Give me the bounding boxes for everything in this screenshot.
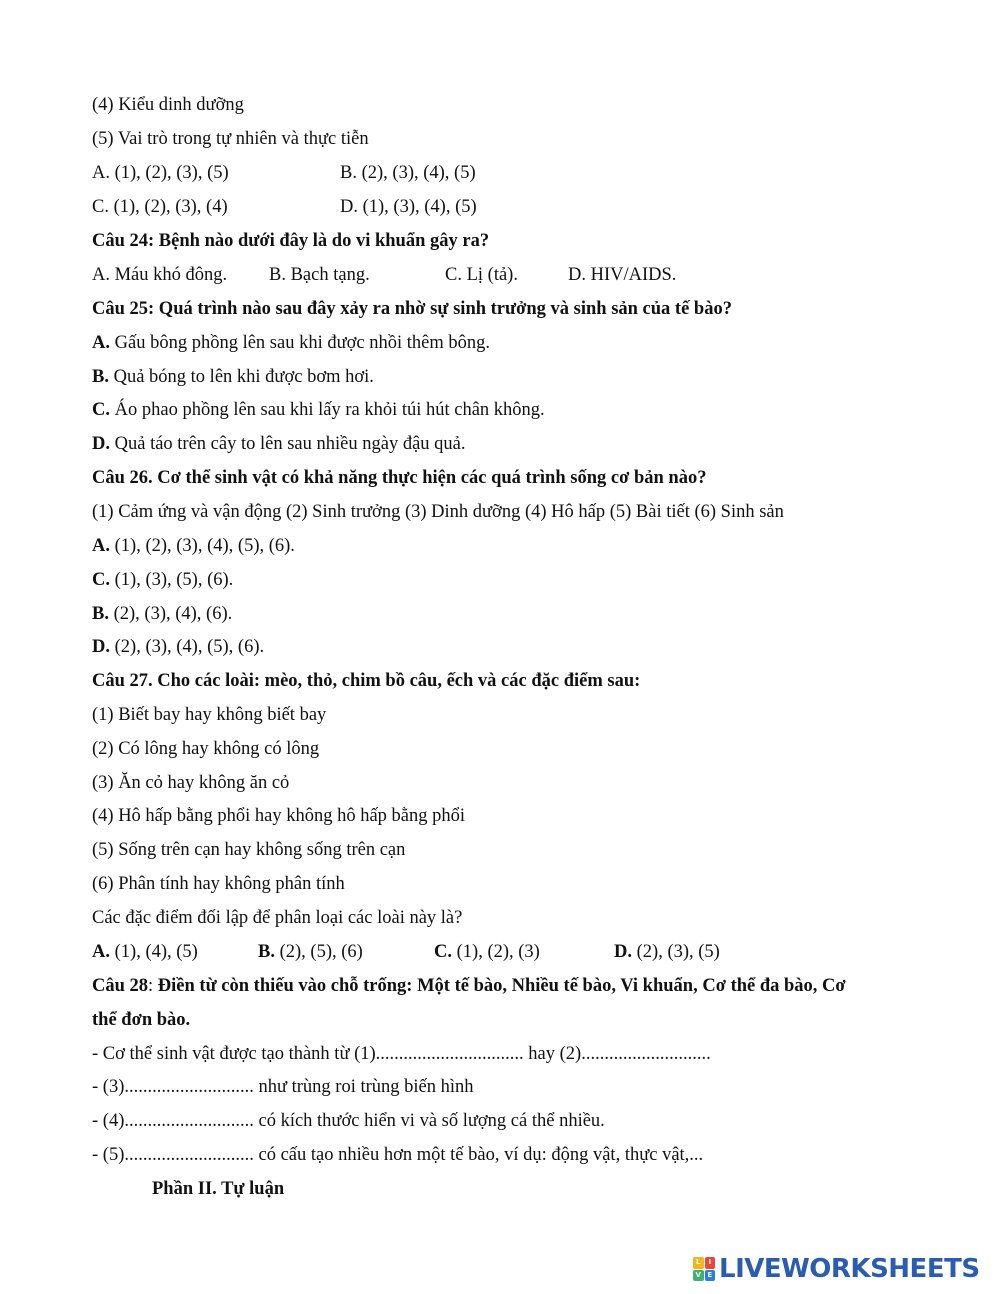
answer-b[interactable]: B. (2), (3), (4), (5): [340, 163, 476, 183]
q27-a-text: (1), (4), (5): [110, 942, 198, 962]
q27-answer-b[interactable]: [258, 941, 363, 963]
logo-badge-cell: L: [693, 1257, 704, 1269]
q26-a-text: (1), (2), (3), (4), (5), (6).: [110, 536, 295, 556]
q27-feature-3: (3) Ăn cỏ hay không ăn cỏ: [92, 773, 290, 793]
q28-colon: :: [148, 976, 158, 996]
q27-d-label: D.: [614, 942, 632, 962]
q25-d-text: Quả táo trên cây to lên sau nhiều ngày đậu quả.: [110, 434, 466, 454]
logo-badge-cell: I: [705, 1257, 716, 1269]
q25-answer-b[interactable]: [92, 366, 374, 388]
q25-c-text: Áo phao phồng lên sau khi lấy ra khỏi túi hút chân không.: [110, 400, 545, 420]
q25-answer-a[interactable]: [92, 332, 490, 354]
q27-feature-2: (2) Có lông hay không có lông: [92, 739, 320, 759]
answer-a[interactable]: A. (1), (2), (3), (5): [92, 163, 229, 183]
q26-b-text: (2), (3), (4), (6).: [108, 604, 233, 624]
q24-answer-a[interactable]: A. Máu khó đông.: [92, 265, 228, 285]
q28-sentence-4: - (5)............................ có cấu tạo nhiều hơn một tế bào, ví dụ: động vật, thực vật,...: [92, 1145, 704, 1165]
logo-text: LIVEWORKSHEETS: [719, 1254, 980, 1284]
q27-c-text: (1), (2), (3): [452, 942, 540, 962]
answer-d[interactable]: D. (1), (3), (4), (5): [340, 197, 477, 217]
q25-b-label: B.: [92, 367, 109, 387]
q26-c-text: (1), (3), (5), (6).: [110, 570, 234, 590]
answer-c[interactable]: C. (1), (2), (3), (4): [92, 197, 228, 217]
question-28-title-cont: thể đơn bào.: [92, 1010, 191, 1030]
q28-title-text: Điền từ còn thiếu vào chỗ trống: Một tế bào, Nhiều tế bào, Vi khuẩn, Cơ thể đa bào, Cơ: [157, 976, 846, 996]
q24-answer-c[interactable]: C. Lị (tả).: [445, 265, 518, 285]
q26-answer-b[interactable]: [92, 603, 232, 625]
q27-feature-5: (5) Sống trên cạn hay không sống trên cạn: [92, 840, 406, 860]
q28-sentence-2: - (3)............................ như trùng roi trùng biến hình: [92, 1077, 474, 1097]
q26-a-label: A.: [92, 536, 110, 556]
question-26-title: Câu 26. Cơ thể sinh vật có khả năng thực hiện các quá trình sống cơ bản nào?: [92, 468, 707, 488]
logo-badge-cell: V: [693, 1270, 704, 1282]
q27-c-label: C.: [434, 942, 452, 962]
option-line-4: (4) Kiểu dinh dưỡng: [92, 95, 244, 115]
q26-answer-a[interactable]: [92, 535, 295, 557]
question-24-title: Câu 24: Bệnh nào dưới đây là do vi khuẩn gây ra?: [92, 231, 490, 251]
q27-answer-c[interactable]: [434, 941, 540, 963]
q27-a-label: A.: [92, 942, 110, 962]
q27-answer-d[interactable]: [614, 941, 720, 963]
q24-answer-d[interactable]: D. HIV/AIDS.: [568, 265, 677, 285]
question-27-title: Câu 27. Cho các loài: mèo, thỏ, chim bồ câu, ếch và các đặc điểm sau:: [92, 671, 641, 691]
q28-label: Câu 28: [92, 976, 149, 996]
q27-feature-4: (4) Hô hấp bằng phổi hay không hô hấp bằng phổi: [92, 806, 466, 826]
logo-badge-icon: [693, 1257, 715, 1281]
q26-b-label: B.: [92, 604, 109, 624]
logo-badge-cell: E: [705, 1270, 716, 1282]
q27-b-label: B.: [258, 942, 275, 962]
part-2-heading: Phần II. Tự luận: [152, 1179, 285, 1199]
q25-a-text: Gấu bông phồng lên sau khi được nhồi thêm bông.: [110, 333, 490, 353]
q26-items: (1) Cảm ứng và vận động (2) Sinh trưởng (3) Dinh dưỡng (4) Hô hấp (5) Bài tiết (6) Sinh sản: [92, 502, 784, 522]
q25-d-label: D.: [92, 434, 110, 454]
q27-question: Các đặc điểm đối lập để phân loại các loài này là?: [92, 908, 463, 928]
q26-c-label: C.: [92, 570, 110, 590]
option-line-5: (5) Vai trò trong tự nhiên và thực tiễn: [92, 129, 369, 149]
q27-b-text: (2), (5), (6): [274, 942, 363, 962]
q27-d-text: (2), (3), (5): [632, 942, 720, 962]
q26-answer-c[interactable]: [92, 569, 233, 591]
question-25-title: Câu 25: Quá trình nào sau đây xảy ra nhờ sự sinh trưởng và sinh sản của tế bào?: [92, 299, 732, 319]
q27-feature-6: (6) Phân tính hay không phân tính: [92, 874, 345, 894]
q26-d-text: (2), (3), (4), (5), (6).: [110, 637, 265, 657]
q26-d-label: D.: [92, 637, 110, 657]
q27-feature-1: (1) Biết bay hay không biết bay: [92, 705, 327, 725]
q25-answer-d[interactable]: [92, 433, 466, 455]
q27-answer-a[interactable]: [92, 941, 198, 963]
q26-answer-d[interactable]: [92, 636, 264, 658]
q25-answer-c[interactable]: [92, 399, 545, 421]
q24-answer-b[interactable]: B. Bạch tạng.: [269, 265, 370, 285]
q25-b-text: Quả bóng to lên khi được bơm hơi.: [108, 367, 374, 387]
q25-c-label: C.: [92, 400, 110, 420]
q28-sentence-1: - Cơ thể sinh vật được tạo thành từ (1)................................ hay (2)............................: [92, 1044, 711, 1064]
liveworksheets-logo[interactable]: [693, 1254, 980, 1284]
q28-sentence-3: - (4)............................ có kích thước hiển vi và số lượng cá thể nhiều.: [92, 1111, 605, 1131]
question-28-title: [92, 975, 846, 997]
q25-a-label: A.: [92, 333, 110, 353]
